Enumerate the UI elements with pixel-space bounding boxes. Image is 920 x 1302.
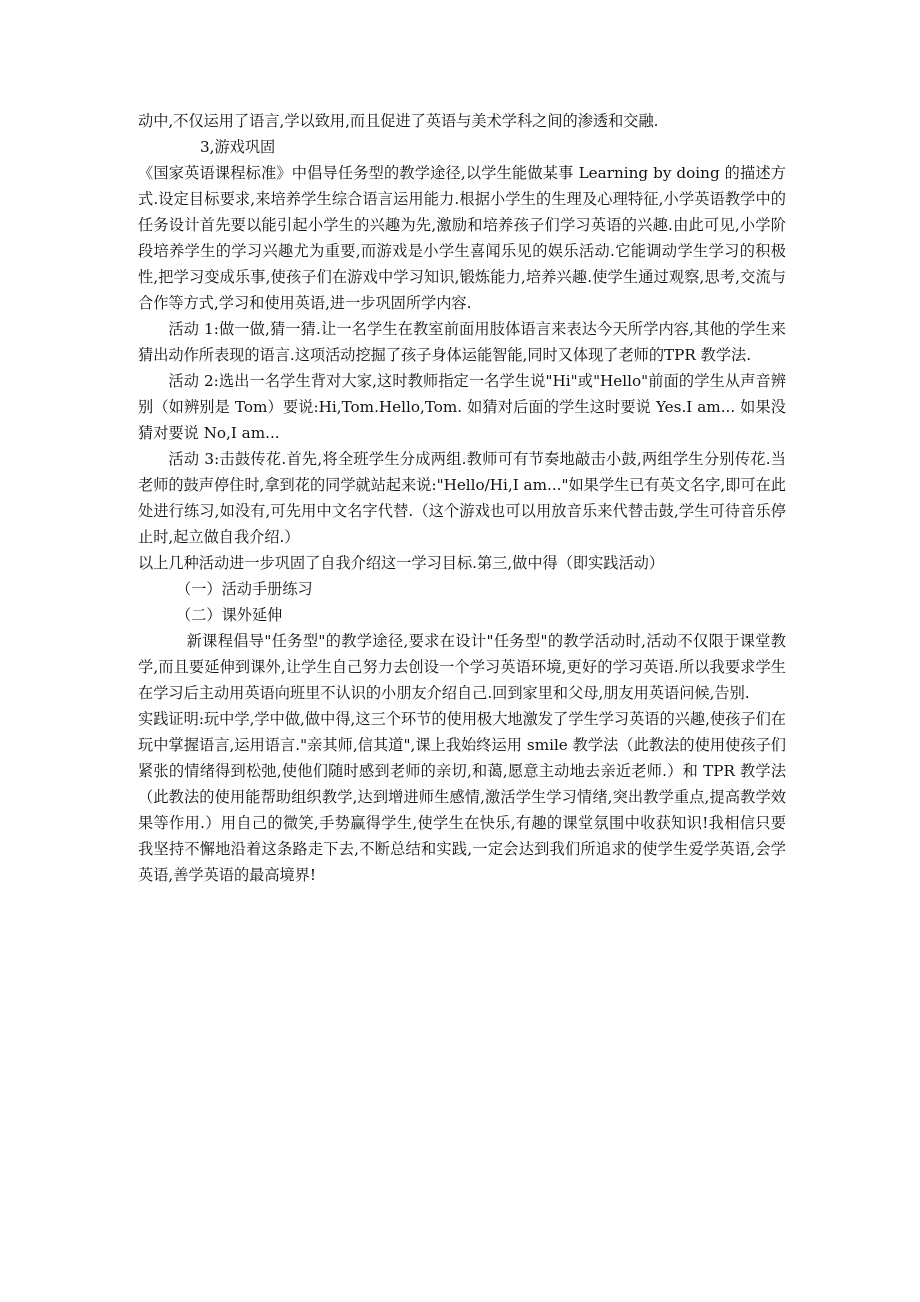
paragraph-curriculum-standard: 《国家英语课程标准》中倡导任务型的教学途径,以学生能做某事 Learning by doing 的描述方式.设定目标要求,来培养学生综合语言运用能力.根据小学生的生理及心理特征,小学英语教学中的任务设计首先要以能引起小学生的兴趣为先,激励和培养孩子们学习英语的兴趣.由此可见,小学阶段培养学生的学习兴趣尤为重要,而游戏是小学生喜闻乐见的娱乐活动.它能调动学生学习的积极性,把学习变成乐事,使孩子们在游戏中学习知识,锻炼能力,培养兴趣.使学生通过观察,思考,交流与合作等方式,学习和使用英语,进一步巩固所学内容.	[138, 164, 786, 312]
paragraph-summary-activities: 以上几种活动进一步巩固了自我介绍这一学习目标.第三,做中得（即实践活动）	[138, 554, 665, 572]
paragraph-activity-2: 活动 2:选出一名学生背对大家,这时教师指定一名学生说"Hi"或"Hello"前面的学生从声音辨别（如辨别是 Tom）要说:Hi,Tom.Hello,Tom. 如猜对后面的学生这时要说 Yes.I am... 如果没猜对要说 No,I am...	[138, 372, 786, 442]
document-body	[138, 108, 786, 888]
paragraph-activity-1: 活动 1:做一做,猜一猜.让一名学生在教室前面用肢体语言来表达今天所学内容,其他的学生来猜出动作所表现的语言.这项活动挖掘了孩子身体运能智能,同时又体现了老师的TPR 教学法.	[138, 320, 786, 364]
subheading-activity-book: （一）活动手册练习	[176, 580, 313, 598]
section-heading-game-consolidation: 3,游戏巩固	[200, 138, 276, 156]
subheading-extracurricular: （二）课外延伸	[176, 606, 283, 624]
paragraph-conclusion: 实践证明:玩中学,学中做,做中得,这三个环节的使用极大地激发了学生学习英语的兴趣,使孩子们在玩中掌握语言,运用语言."亲其师,信其道",课上我始终运用 smile 教学法（此教法的使用使孩子们紧张的情绪得到松弛,使他们随时感到老师的亲切,和蔼,愿意主动地去亲近老师.）和 TPR 教学法（此教法的使用能帮助组织教学,达到增进师生感情,激活学生学习情绪,突出教学重点,提高教学效果等作用.）用自己的微笑,手势赢得学生,使学生在快乐,有趣的课堂氛围中收获知识!我相信只要我坚持不懈地沿着这条路走下去,不断总结和实践,一定会达到我们所追求的使学生爱学英语,会学英语,善学英语的最高境界!	[138, 710, 786, 884]
paragraph-task-based: 新课程倡导"任务型"的教学途径,要求在设计"任务型"的教学活动时,活动不仅限于课堂教学,而且要延伸到课外,让学生自己努力去创设一个学习英语环境,更好的学习英语.所以我要求学生在学习后主动用英语向班里不认识的小朋友介绍自己.回到家里和父母,朋友用英语问候,告别.	[138, 632, 786, 702]
paragraph-continuation: 动中,不仅运用了语言,学以致用,而且促进了英语与美术学科之间的渗透和交融.	[138, 112, 659, 130]
paragraph-activity-3: 活动 3:击鼓传花.首先,将全班学生分成两组.教师可有节奏地敲击小鼓,两组学生分别传花.当老师的鼓声停住时,拿到花的同学就站起来说:"Hello/Hi,I am..."如果学生已有英文名字,即可在此处进行练习,如没有,可先用中文名字代替.（这个游戏也可以用放音乐来代替击鼓,学生可待音乐停止时,起立做自我介绍.）	[138, 450, 786, 546]
